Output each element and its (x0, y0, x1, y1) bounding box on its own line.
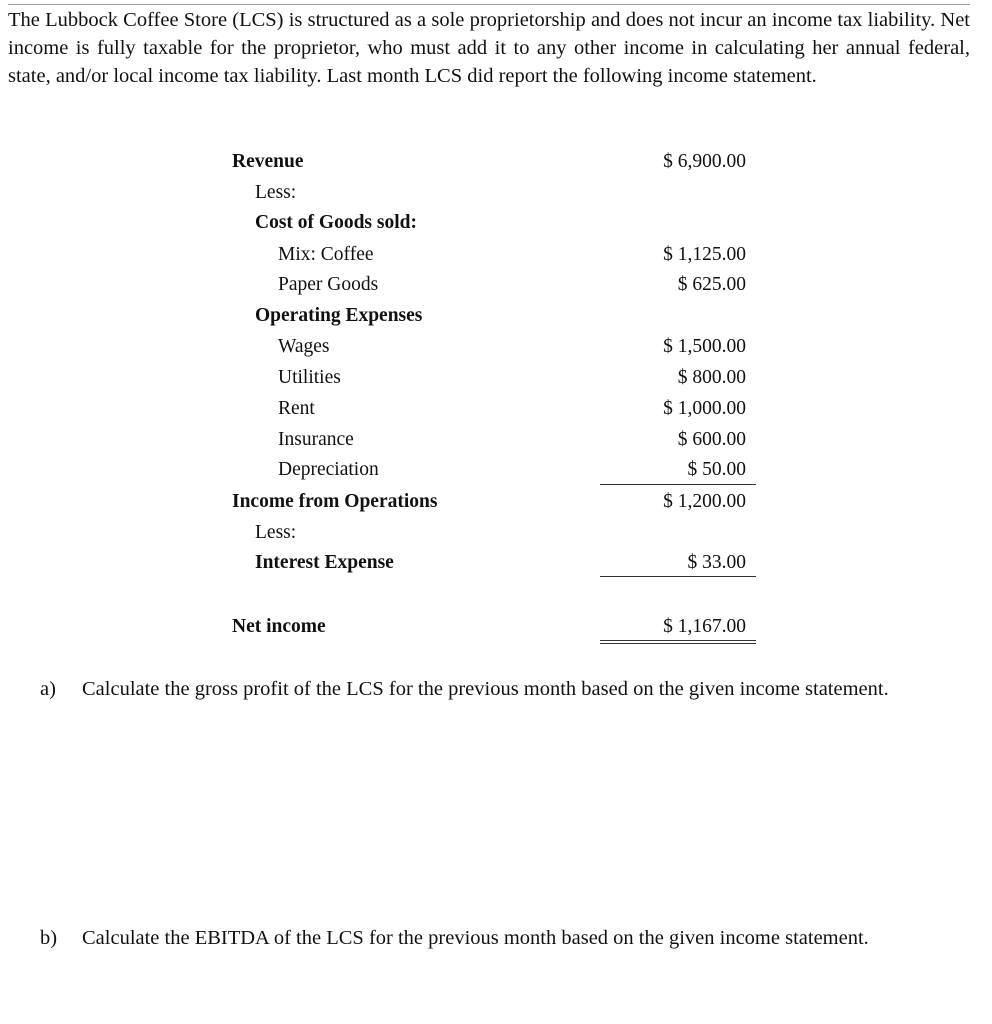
subtotal-rule (600, 484, 756, 485)
paper-goods-amount: $ 625.00 (677, 274, 746, 295)
wages-label: Wages (278, 336, 330, 357)
rent-label: Rent (278, 398, 315, 419)
question-a (40, 675, 940, 731)
revenue-label: Revenue (232, 151, 304, 172)
question-b-text: Calculate the EBITDA of the LCS for the previous month based on the given income statement. (82, 927, 869, 949)
question-b-label: b) (40, 927, 58, 949)
net-income-label: Net income (232, 616, 326, 637)
insurance-amount: $ 600.00 (677, 429, 746, 450)
income-from-operations-amount: $ 1,200.00 (663, 491, 746, 512)
question-a-text: Calculate the gross profit of the LCS for the previous month based on the given income statement. (82, 678, 889, 700)
interest-rule (600, 576, 756, 577)
less-label-2: Less: (255, 522, 297, 543)
interest-expense-amount: $ 33.00 (687, 552, 746, 573)
question-b (40, 924, 940, 980)
paper-goods-label: Paper Goods (278, 274, 379, 295)
utilities-amount: $ 800.00 (677, 367, 746, 388)
cogs-heading: Cost of Goods sold: (255, 212, 417, 233)
question-a-label: a) (40, 678, 56, 700)
rent-amount: $ 1,000.00 (663, 398, 746, 419)
net-income-double-rule (600, 640, 756, 644)
opex-heading: Operating Expenses (255, 305, 423, 326)
wages-amount: $ 1,500.00 (663, 336, 746, 357)
depreciation-label: Depreciation (278, 459, 379, 480)
depreciation-amount: $ 50.00 (687, 459, 746, 480)
net-income-amount: $ 1,167.00 (663, 616, 746, 637)
less-label: Less: (255, 182, 297, 203)
utilities-label: Utilities (278, 367, 341, 388)
interest-expense-label: Interest Expense (255, 552, 394, 573)
intro-paragraph: The Lubbock Coffee Store (LCS) is structured as a sole proprietorship and does not incur an income tax liability. Net income is fully taxable for the proprietor, who must add it to any other income in calculating her annual federal, state, and/or local income tax liability. Last month LCS did report the following income statement. (8, 9, 970, 87)
mix-coffee-amount: $ 1,125.00 (663, 244, 746, 265)
income-from-operations-label: Income from Operations (232, 491, 438, 512)
revenue-amount: $ 6,900.00 (663, 151, 746, 172)
mix-coffee-label: Mix: Coffee (278, 244, 374, 265)
insurance-label: Insurance (278, 429, 354, 450)
